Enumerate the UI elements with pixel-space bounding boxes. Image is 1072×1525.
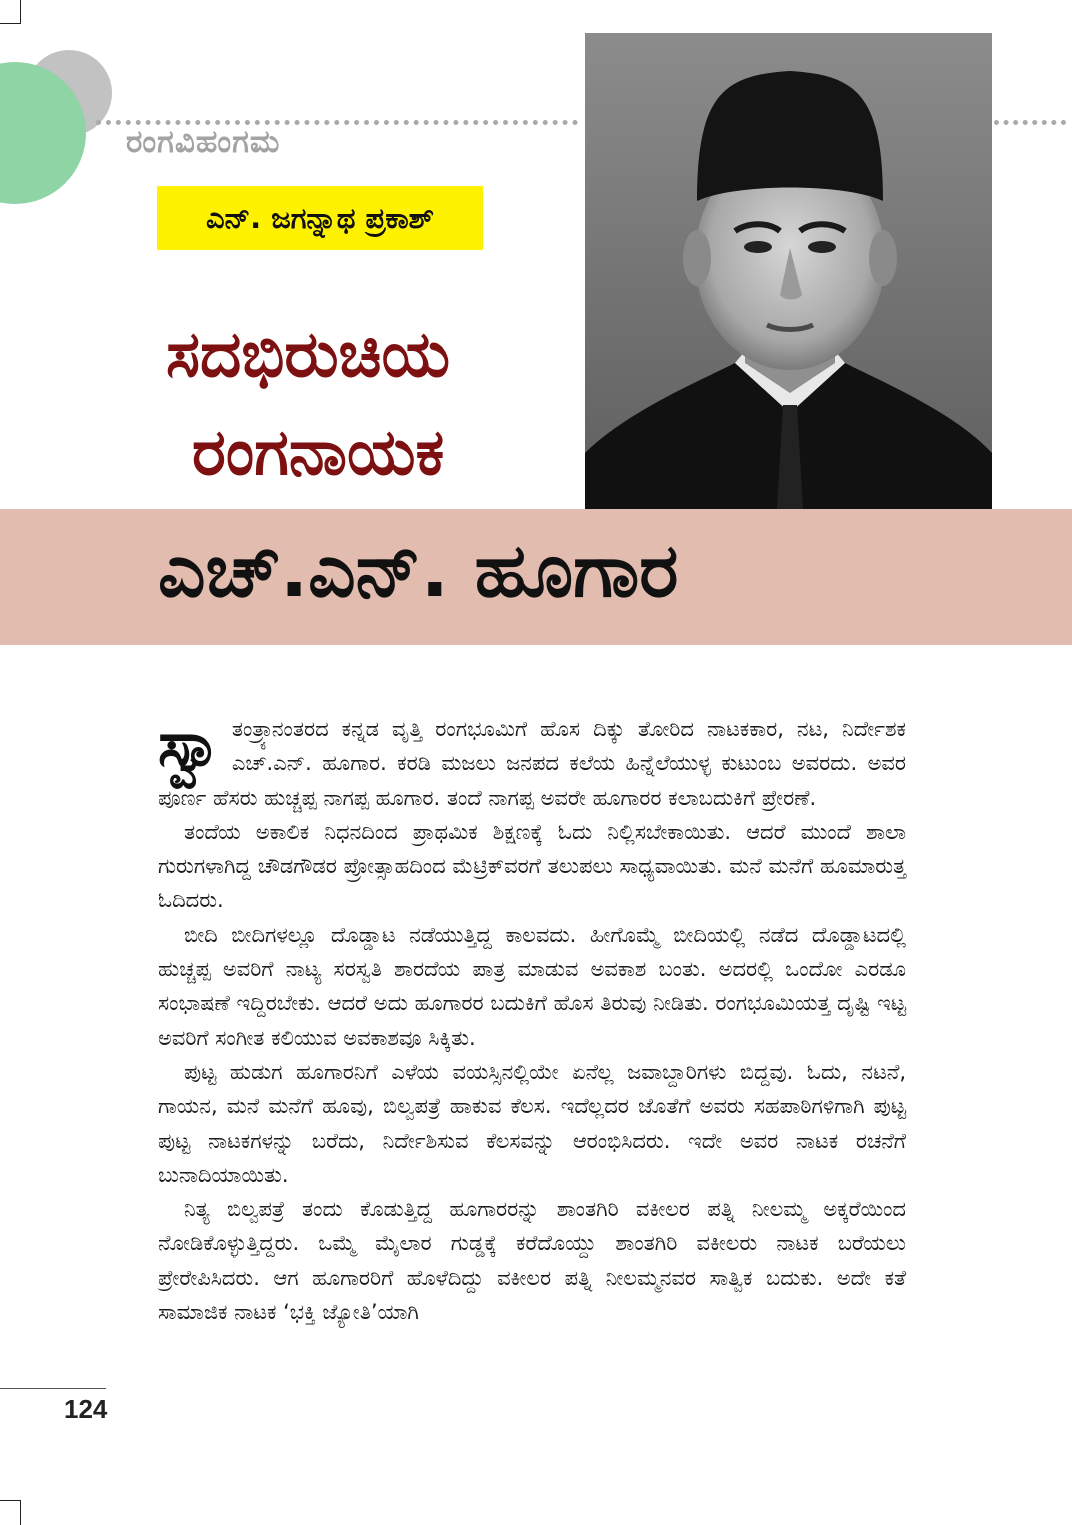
footer-rule	[0, 1388, 106, 1389]
crop-mark-bottom-left-vertical	[20, 1500, 21, 1525]
author-byline	[157, 186, 483, 250]
article-body	[158, 707, 906, 1329]
paragraph-1-text: ತಂತ್ರ್ಯಾನಂತರದ ಕನ್ನಡ ವೃತ್ತಿ ರಂಗಭೂಮಿಗೆ ಹೊಸ ದಿಕ್ಕು ತೋರಿದ ನಾಟಕಕಾರ, ನಟ, ನಿರ್ದೇಶಕ ಎಚ್.ಎನ್. ಹೂಗಾರ. ಕರಡಿ ಮಜಲು ಜನಪದ ಕಲೆಯ ಹಿನ್ನೆಲೆಯುಳ್ಳ ಕುಟುಂಬ ಅವರದು. ಅವರ ಪೂರ್ಣ ಹೆಸರು ಹುಚ್ಚಪ್ಪ ನಾಗಪ್ಪ ಹೂಗಾರ. ತಂದೆ ನಾಗಪ್ಪ ಅವರೇ ಹೂಗಾರರ ಕಲಾಬದುಕಿಗೆ ಪ್ರೇರಣೆ.	[158, 717, 906, 810]
drop-cap: ಸ್ವಾ	[158, 707, 224, 780]
paragraph-1	[158, 707, 906, 815]
article-title-line-2: ರಂಗನಾಯಕ	[192, 416, 445, 490]
crop-mark-top-left-vertical	[20, 0, 21, 24]
paragraph-2: ತಂದೆಯ ಅಕಾಲಿಕ ನಿಧನದಿಂದ ಪ್ರಾಥಮಿಕ ಶಿಕ್ಷಣಕ್ಕೆ ಓದು ನಿಲ್ಲಿಸಬೇಕಾಯಿತು. ಆದರೆ ಮುಂದೆ ಶಾಲಾ ಗುರುಗಳಾಗಿದ್ದ ಚೌಡಗೌಡರ ಪ್ರೋತ್ಸಾಹದಿಂದ ಮೆಟ್ರಿಕ್‌ವರಗೆ ತಲುಪಲು ಸಾಧ್ಯವಾಯಿತು. ಮನೆ ಮನೆಗೆ ಹೂಮಾರುತ್ತ ಓದಿದರು.	[158, 819, 906, 913]
page-number: 124	[64, 1394, 108, 1424]
crop-mark-top-left-horizontal	[0, 23, 21, 24]
author-name: ಎನ್. ಜಗನ್ನಾಥ ಪ್ರಕಾಶ್	[206, 200, 434, 235]
article-title-line-1: ಸದಭಿರುಚಿಯ	[166, 318, 451, 392]
dotted-rule-right	[994, 120, 1066, 125]
paragraph-3: ಬೀದಿ ಬೀದಿಗಳಲ್ಲೂ ದೊಡ್ಡಾಟ ನಡೆಯುತ್ತಿದ್ದ ಕಾಲವದು. ಹೀಗೊಮ್ಮೆ ಬೀದಿಯಲ್ಲಿ ನಡೆದ ದೊಡ್ಡಾಟದಲ್ಲಿ ಹುಚ್ಚಪ್ಪ ಅವರಿಗೆ ನಾಟ್ಯ ಸರಸ್ವತಿ ಶಾರದೆಯ ಪಾತ್ರ ಮಾಡುವ ಅವಕಾಶ ಬಂತು. ಅದರಲ್ಲಿ ಒಂದೋ ಎರಡೂ ಸಂಭಾಷಣೆ ಇದ್ದಿರಬೇಕು. ಆದರೆ ಅದು ಹೂಗಾರರ ಬದುಕಿಗೆ ಹೊಸ ತಿರುವು ನೀಡಿತು. ರಂಗಭೂಮಿಯತ್ತ ದೃಷ್ಟಿ ಇಟ್ಟ ಅವರಿಗೆ ಸಂಗೀತ ಕಲಿಯುವ ಅವಕಾಶವೂ ಸಿಕ್ಕಿತು.	[158, 922, 906, 1050]
paragraph-5: ನಿತ್ಯ ಬಿಲ್ವಪತ್ರೆ ತಂದು ಕೊಡುತ್ತಿದ್ದ ಹೂಗಾರರನ್ನು ಶಾಂತಗಿರಿ ವಕೀಲರ ಪತ್ನಿ ನೀಲಮ್ಮ ಅಕ್ಕರೆಯಿಂದ ನೋಡಿಕೊಳ್ಳುತ್ತಿದ್ದರು. ಒಮ್ಮೆ ಮೈಲಾರ ಗುಡ್ಡಕ್ಕೆ ಕರೆದೊಯ್ದು ಶಾಂತಗಿರಿ ವಕೀಲರು ನಾಟಕ ಬರೆಯಲು ಪ್ರೇರೇಪಿಸಿದರು. ಆಗ ಹೂಗಾರರಿಗೆ ಹೊಳೆದಿದ್ದು ವಕೀಲರ ಪತ್ನಿ ನೀಲಮ್ಮನವರ ಸಾತ್ವಿಕ ಬದುಕು. ಅದೇ ಕತೆ ಸಾಮಾಜಿಕ ನಾಟಕ ‘ಭಕ್ತಿ ಜ್ಯೋತಿ’ಯಾಗಿ	[158, 1197, 906, 1325]
subject-name: ಎಚ್.ಎನ್. ಹೂಗಾರ	[158, 528, 679, 614]
portrait-image	[585, 33, 992, 509]
section-label: ರಂಗವಿಹಂಗಮ	[126, 124, 281, 160]
crop-mark-bottom-left-horizontal	[0, 1500, 21, 1501]
portrait-photo	[585, 33, 992, 509]
paragraph-4: ಪುಟ್ಟ ಹುಡುಗ ಹೂಗಾರನಿಗೆ ಎಳೆಯ ವಯಸ್ಸಿನಲ್ಲಿಯೇ ಏನೆಲ್ಲ ಜವಾಬ್ದಾರಿಗಳು ಬಿದ್ದವು. ಓದು, ನಟನೆ, ಗಾಯನ, ಮನೆ ಮನೆಗೆ ಹೂವು, ಬಿಲ್ವಪತ್ರೆ ಹಾಕುವ ಕೆಲಸ. ಇದೆಲ್ಲದರ ಜೊತೆಗೆ ಅವರು ಸಹಪಾಠಿಗಳಿಗಾಗಿ ಪುಟ್ಟ ಪುಟ್ಟ ನಾಟಕಗಳನ್ನು ಬರೆದು, ನಿರ್ದೇಶಿಸುವ ಕೆಲಸವನ್ನು ಆರಂಭಿಸಿದರು. ಇದೇ ಅವರ ನಾಟಕ ರಚನೆಗೆ ಬುನಾದಿಯಾಯಿತು.	[158, 1059, 906, 1187]
